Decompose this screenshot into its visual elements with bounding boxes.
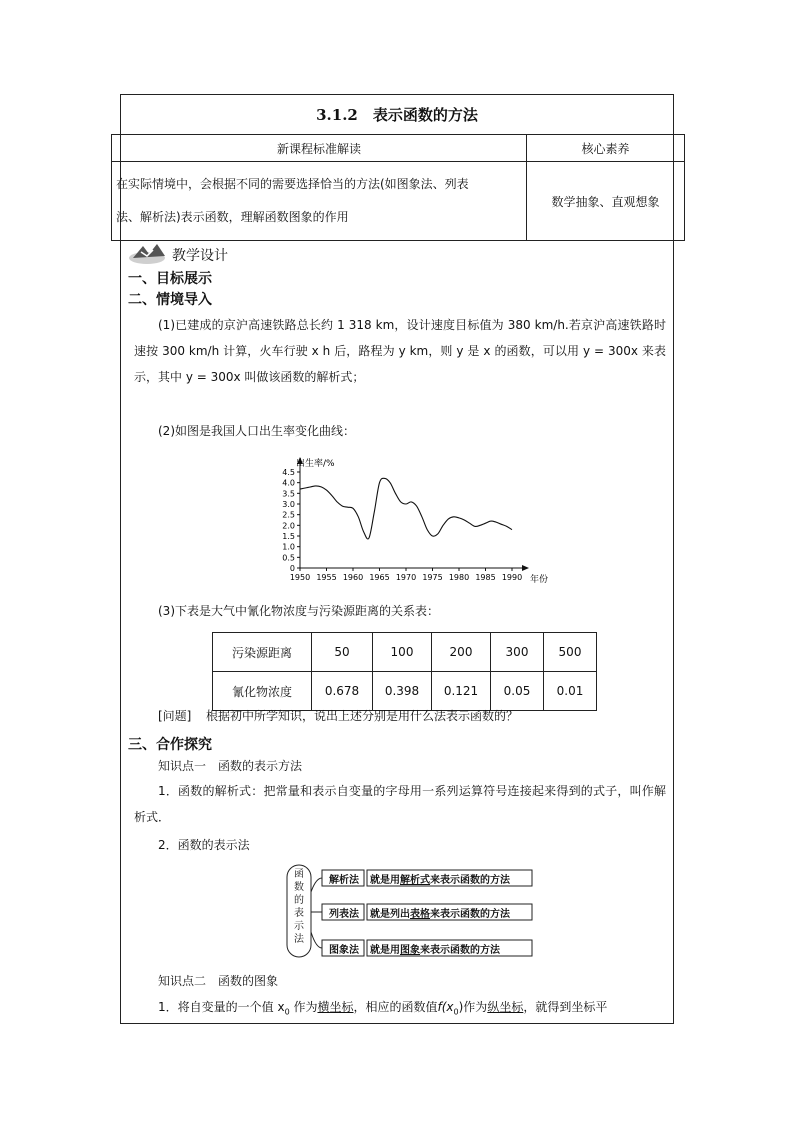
knowledge-point-1-item-1: 1．函数的解析式：把常量和表示自变量的字母用一系列运算符号连接起来得到的式子，叫作解析式． xyxy=(134,784,666,824)
standards-header-right: 核心素养 xyxy=(527,135,685,162)
chart-x-axis-arrow xyxy=(522,565,529,571)
section-2-heading: 二、情境导入 xyxy=(128,292,212,308)
knowledge-point-1-item-2: 2．函数的表示法 xyxy=(158,838,250,852)
diagram-desc-graph: 就是用图象来表示函数的方法 xyxy=(370,945,500,956)
question-tag: [问题] xyxy=(158,709,192,723)
table-cell: 200 xyxy=(432,633,491,672)
chart-x-tick-label: 1965 xyxy=(369,573,390,582)
diagram-branch-graph: 图象法 xyxy=(329,945,359,956)
book-plane-icon xyxy=(127,240,171,266)
chart-x-tick-label: 1985 xyxy=(475,573,496,582)
chart-y-tick-label: 0.5 xyxy=(282,553,295,563)
standards-body-line1: 在实际情境中，会根据不同的需要选择恰当的方法(如图象法、列表 xyxy=(116,177,469,191)
banner-label: 教学设计 xyxy=(172,248,228,264)
question-text: 根据初中所学知识，说出上述分别是用什么法表示函数的？ xyxy=(206,709,519,723)
chart-y-tick-label: 4.5 xyxy=(282,468,295,477)
table-cell: 0.398 xyxy=(373,672,432,711)
chart-x-tick-label: 1980 xyxy=(448,573,470,582)
intro-paragraph-1: (1)已建成的京沪高速铁路总长约 1 318 km，设计速度目标值为 380 km/h.若京沪高速铁路时速按 300 km/h 计算，火车行驶 x h 后，路程为 y km，则 y 是 x 的函数，可以用 y = 300x 来表示，其中 y = 300x 叫做该函数的解析式； xyxy=(134,318,666,384)
page-title: 3.1.2 表示函数的方法 xyxy=(316,105,478,124)
chart-x-tick-label: 1950 xyxy=(289,573,311,582)
knowledge-point-1-title: 知识点一 函数的表示方法 xyxy=(158,759,303,773)
standards-body-left xyxy=(112,162,527,241)
section-3-heading: 三、合作探究 xyxy=(128,737,212,753)
chart-y-tick-label: 0 xyxy=(289,564,295,573)
table-cell: 100 xyxy=(373,633,432,672)
knowledge-point-2-item-1: 1．将自变量的一个值 $x_0$ 作为横坐标，相应的函数值$f(x_0)$作为纵坐标，就得到坐标平 xyxy=(158,1000,608,1017)
chart-y-tick-label: 2.5 xyxy=(282,510,295,520)
diagram-desc-analytic: 就是用解析式来表示函数的方法 xyxy=(370,875,510,886)
standards-body-line2: 法、解析法)表示函数，理解函数图象的作用 xyxy=(116,210,349,224)
chart-y-tick-label: 2.0 xyxy=(282,521,295,531)
chart-x-tick-label: 1960 xyxy=(342,573,364,582)
standards-header-left: 新课程标准解读 xyxy=(112,135,527,162)
diagram-branch-analytic: 解析法 xyxy=(329,875,359,886)
chart-y-tick-label: 4.0 xyxy=(282,478,295,488)
chart-x-tick-label: 1955 xyxy=(316,573,337,582)
birth-rate-chart xyxy=(262,452,562,590)
chart-y-tick-label: 1.5 xyxy=(282,532,295,541)
table-cell: 0.05 xyxy=(491,672,544,711)
standards-body-right: 数学抽象、直观想象 xyxy=(527,162,685,241)
table-row xyxy=(213,633,597,672)
chart-y-tick-label: 3.0 xyxy=(282,500,295,509)
curriculum-standards-table xyxy=(111,134,685,241)
table-cell: 0.01 xyxy=(544,672,597,711)
intro-paragraph-3: (3)下表是大气中氰化物浓度与污染源距离的关系表： xyxy=(158,604,440,618)
section-1-heading: 一、目标展示 xyxy=(128,271,212,287)
chart-x-axis-label: 年份 xyxy=(530,575,549,585)
diagram-desc-table: 就是列出表格来表示函数的方法 xyxy=(370,909,510,920)
intro-paragraph-2: (2)如图是我国人口出生率变化曲线： xyxy=(158,424,355,438)
table-cell: 50 xyxy=(312,633,373,672)
knowledge-point-2-title: 知识点二 函数的图象 xyxy=(158,974,279,988)
diagram-branch-table: 列表法 xyxy=(329,909,359,920)
table-cell: 0.121 xyxy=(432,672,491,711)
birth-rate-series-line xyxy=(300,478,512,539)
diagram-root-label: 函 数 的 表 示 法 xyxy=(294,869,304,945)
chart-axes xyxy=(297,457,529,571)
table-cell: 0.678 xyxy=(312,672,373,711)
chart-y-axis-label: 出生率/% xyxy=(296,459,335,469)
chart-x-tick-label: 1990 xyxy=(501,573,523,582)
chart-x-tick-label: 1970 xyxy=(395,573,417,582)
cyanide-distance-table xyxy=(212,632,597,711)
table-cell: 污染源距离 xyxy=(213,633,312,672)
table-cell: 500 xyxy=(544,633,597,672)
chart-y-tick-label: 1.0 xyxy=(282,542,295,552)
chart-x-tick-label: 1975 xyxy=(422,573,443,582)
chart-x-ticks xyxy=(290,568,522,582)
table-cell: 氰化物浓度 xyxy=(213,672,312,711)
chart-y-tick-label: 3.5 xyxy=(282,489,295,499)
table-cell: 300 xyxy=(491,633,544,672)
chart-y-ticks xyxy=(282,468,300,573)
